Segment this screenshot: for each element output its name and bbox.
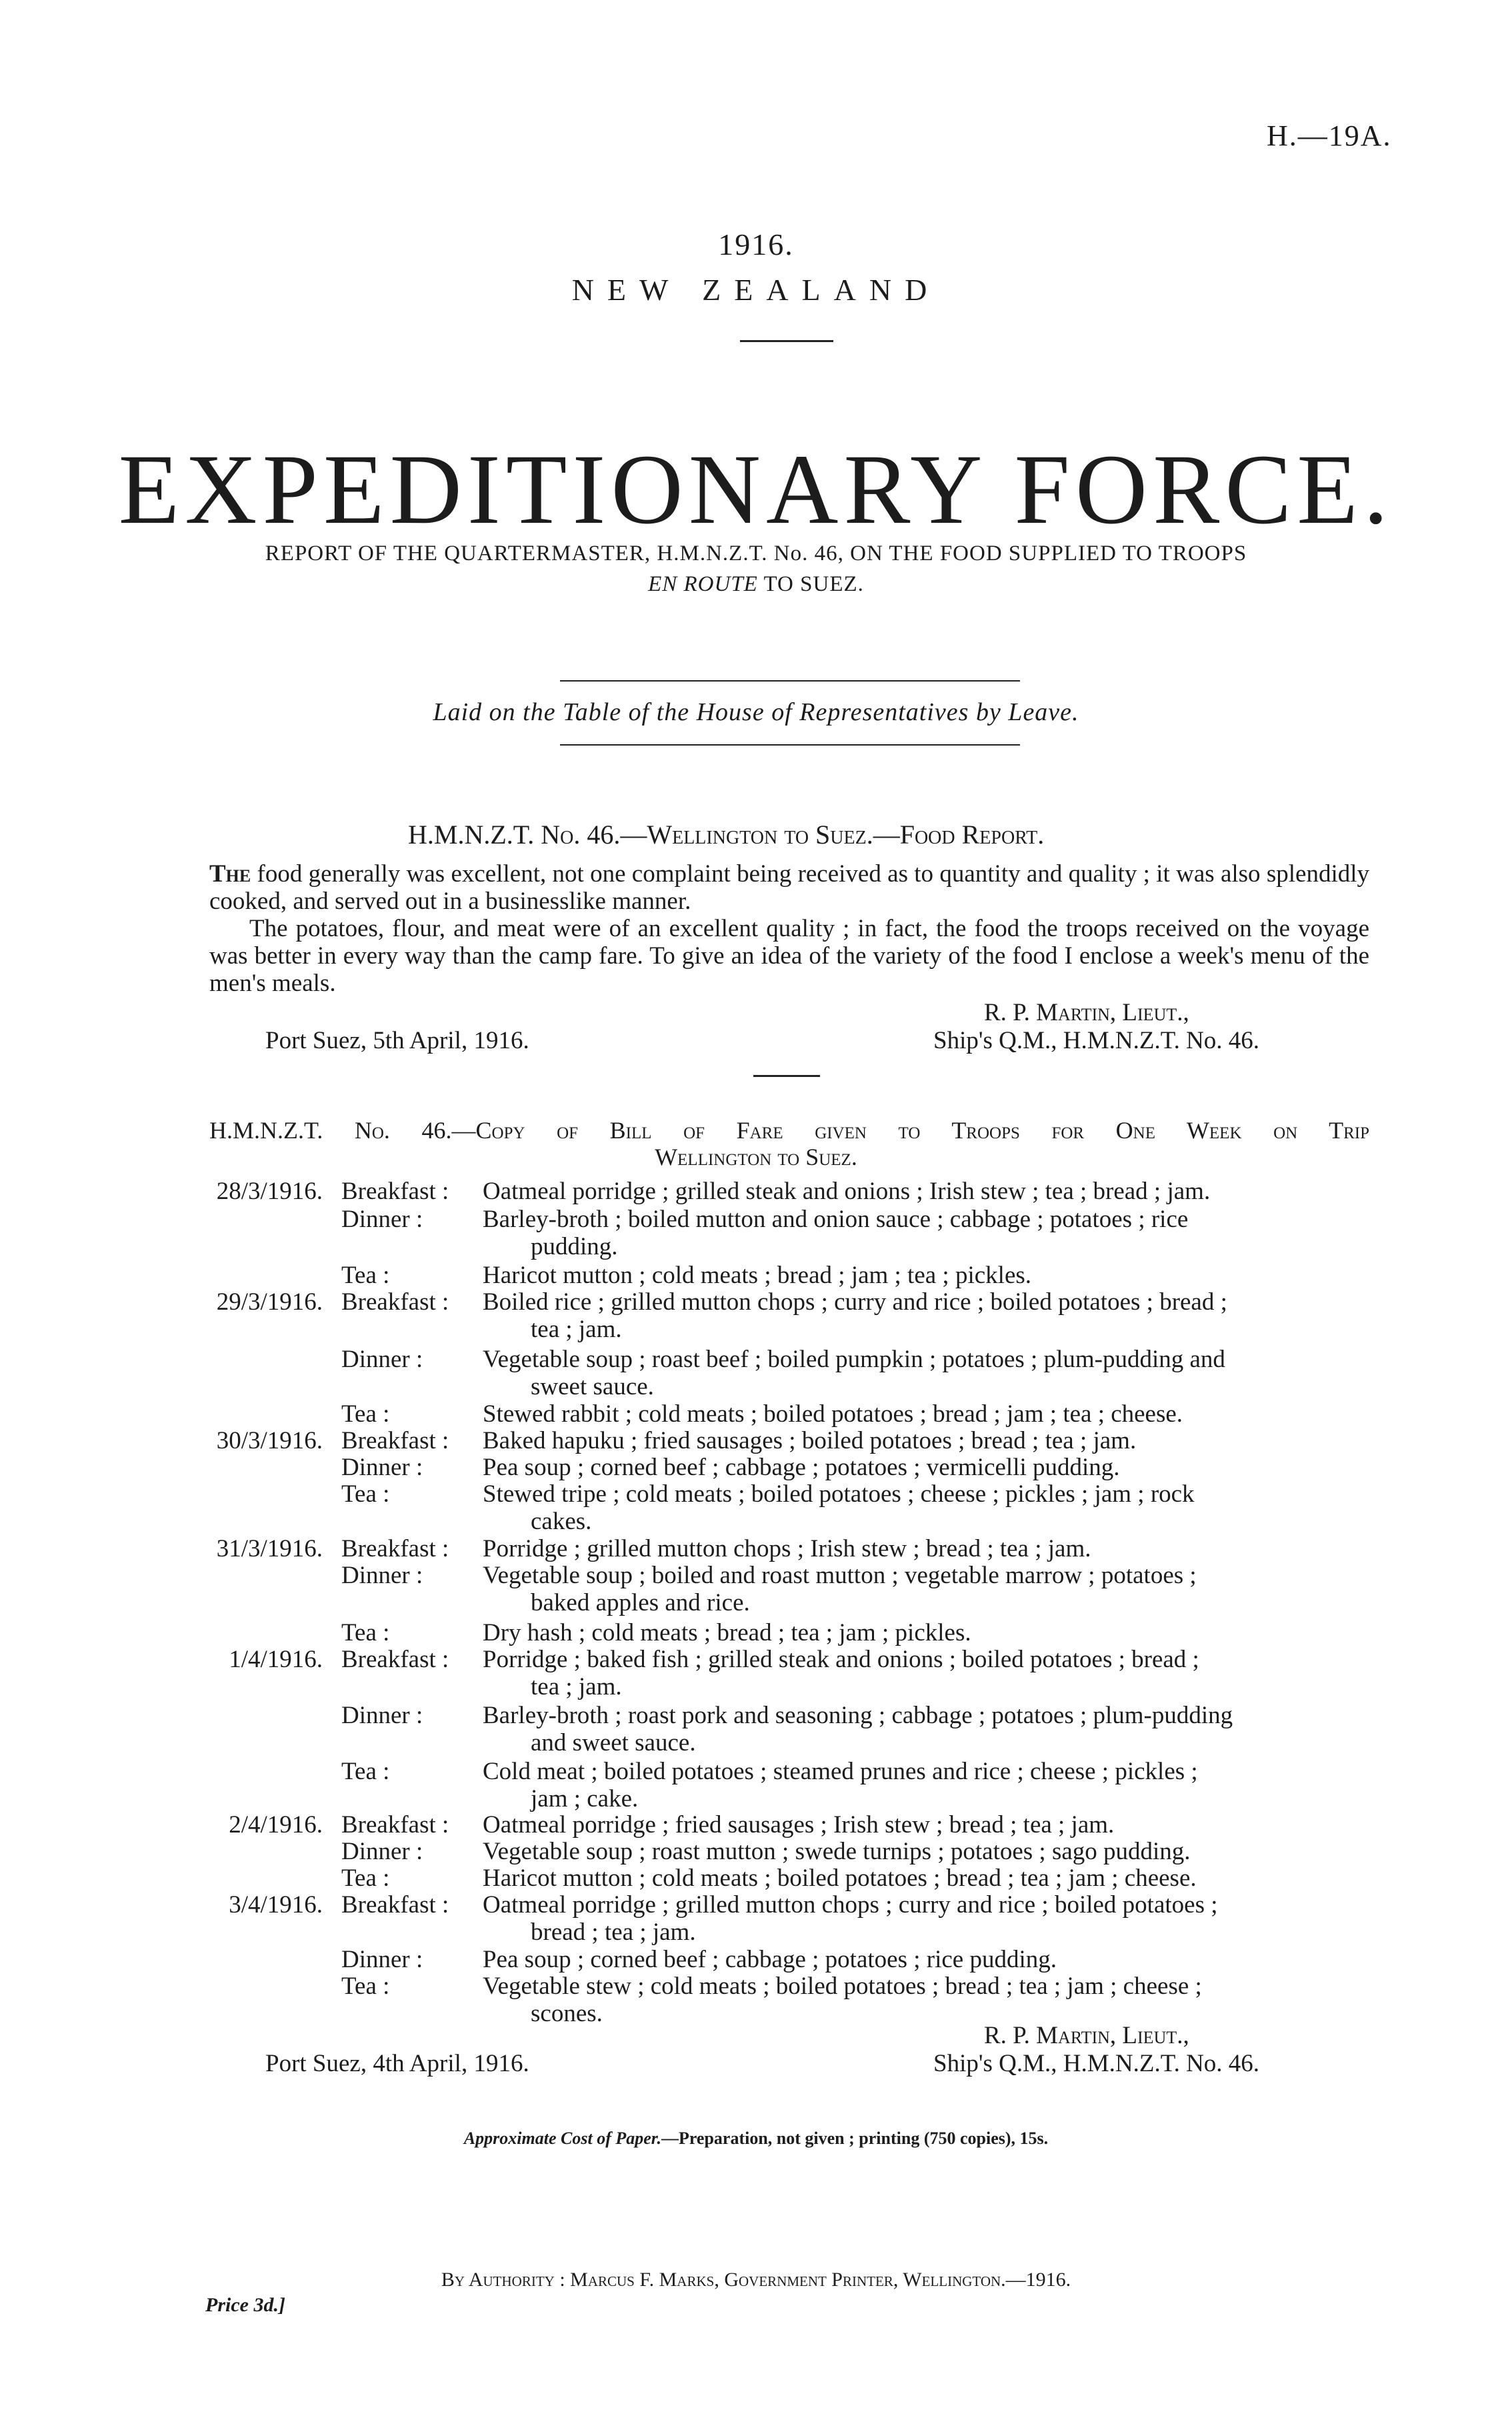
fare-menu (483, 1262, 1512, 1289)
fare-menu-text: Vegetable soup ; roast beef ; boiled pumpkin ; potatoes ; plum-pudding and (483, 1346, 1225, 1373)
fare-meal: Breakfast : (341, 1891, 449, 1919)
fare-menu-text: Porridge ; grilled mutton chops ; Irish stew ; bread ; tea ; jam. (483, 1535, 1091, 1562)
laid-rule-top (560, 680, 1020, 682)
fare-menu-text: Vegetable soup ; roast mutton ; swede turnips ; potatoes ; sago pudding. (483, 1838, 1191, 1865)
subtitle-line-1: REPORT OF THE QUARTERMASTER, H.M.N.Z.T. No. 46, ON THE FOOD SUPPLIED TO TROOPS (265, 541, 1247, 565)
subtitle-en-route: EN ROUTE (648, 572, 758, 596)
fare-menu-continuation: baked apples and rice. (531, 1589, 750, 1616)
fare-meal: Breakfast : (341, 1535, 449, 1562)
fare-menu (483, 1702, 1512, 1756)
fare-menu-continuation: cakes. (531, 1508, 592, 1535)
document-code: H.—19A. (1267, 119, 1392, 152)
fare-menu (483, 1946, 1512, 1973)
fare-meal: Tea : (341, 1480, 390, 1508)
fare-menu-continuation: jam ; cake. (531, 1785, 639, 1812)
fare-date: 30/3/1916. (216, 1427, 323, 1454)
price-note: Price 3d.] (205, 2294, 285, 2316)
fare-menu-text: Cold meat ; boiled potatoes ; steamed prunes and rice ; cheese ; pickles ; (483, 1758, 1198, 1785)
fare-menu (483, 1535, 1512, 1562)
signature-name-2: R. P. Martin, Lieut., (984, 2022, 1189, 2049)
fare-menu (483, 1811, 1512, 1839)
fare-menu (483, 1619, 1512, 1646)
fare-meal: Breakfast : (341, 1178, 449, 1205)
fare-menu (483, 1400, 1512, 1428)
fare-menu-text: Stewed tripe ; cold meats ; boiled potatoes ; cheese ; pickles ; jam ; rock (483, 1480, 1195, 1508)
fare-date: 29/3/1916. (216, 1288, 323, 1316)
fare-menu-text: Oatmeal porridge ; grilled steak and onions ; Irish stew ; tea ; bread ; jam. (483, 1178, 1211, 1205)
fare-date: 2/4/1916. (229, 1811, 323, 1839)
laid-rule-bottom (560, 744, 1020, 746)
fare-meal: Tea : (341, 1758, 390, 1785)
fare-menu (483, 1758, 1512, 1812)
fare-menu (483, 1427, 1512, 1454)
fare-menu (483, 1891, 1512, 1946)
place-date-1: Port Suez, 5th April, 1916. (265, 1027, 529, 1054)
printer-authority: By Authority : Marcus F. Marks, Government Printer, Wellington.—1916. (441, 2269, 1071, 2291)
fare-menu-text: Stewed rabbit ; cold meats ; boiled potatoes ; bread ; jam ; tea ; cheese. (483, 1400, 1183, 1428)
fare-date: 3/4/1916. (229, 1891, 323, 1919)
fare-meal: Tea : (341, 1262, 390, 1289)
signature-title-1: Ship's Q.M., H.M.N.Z.T. No. 46. (933, 1027, 1260, 1054)
fare-menu-text: Baked hapuku ; fried sausages ; boiled potatoes ; bread ; tea ; jam. (483, 1427, 1137, 1454)
fare-meal: Dinner : (341, 1702, 423, 1729)
fare-menu (483, 1346, 1512, 1400)
fare-menu (483, 1454, 1512, 1481)
fare-menu (483, 1865, 1512, 1892)
cost-text: —Preparation, not given ; printing (750 copies), 15s. (661, 2129, 1049, 2148)
paragraph-1-text: food generally was excellent, not one complaint being received as to quantity and quality ; it was also splendidly cooked, and served out in a businesslike manner. (209, 860, 1369, 915)
fare-date: 28/3/1916. (216, 1178, 323, 1205)
fare-menu (483, 1973, 1512, 2027)
document-year: 1916. (718, 227, 794, 261)
fare-menu-text: Oatmeal porridge ; grilled mutton chops ; curry and rice ; boiled potatoes ; (483, 1891, 1218, 1919)
section-rule (753, 1075, 820, 1077)
fare-date: 1/4/1916. (229, 1646, 323, 1673)
fare-menu-text: Dry hash ; cold meats ; bread ; tea ; jam ; pickles. (483, 1619, 971, 1646)
fare-menu (483, 1178, 1512, 1205)
fare-meal: Dinner : (341, 1838, 423, 1865)
fare-menu-text: Pea soup ; corned beef ; cabbage ; potatoes ; vermicelli pudding. (483, 1454, 1120, 1481)
fare-menu-continuation: and sweet sauce. (531, 1729, 696, 1756)
fare-menu (483, 1646, 1512, 1700)
fare-menu (483, 1838, 1512, 1865)
fare-menu-text: Vegetable stew ; cold meats ; boiled potatoes ; bread ; tea ; jam ; cheese ; (483, 1973, 1202, 2000)
fare-menu-continuation: tea ; jam. (531, 1673, 622, 1700)
signature-title-2: Ship's Q.M., H.M.N.Z.T. No. 46. (933, 2050, 1260, 2077)
fare-meal: Dinner : (341, 1454, 423, 1481)
fare-meal: Tea : (341, 1619, 390, 1646)
document-title: EXPEDITIONARY FORCE. (118, 434, 1394, 545)
fare-menu-text: Porridge ; baked fish ; grilled steak and onions ; boiled potatoes ; bread ; (483, 1646, 1199, 1673)
food-report-paragraph-2: The potatoes, flour, and meat were of an excellent quality ; in fact, the food the troops received on the voyage was better in every way than the camp fare. To give an idea of the variety of the food I enclose a week's menu of the men's meals. (209, 915, 1369, 997)
fare-meal: Breakfast : (341, 1288, 449, 1316)
fare-menu-continuation: pudding. (531, 1233, 618, 1260)
fare-menu-text: Haricot mutton ; cold meats ; bread ; jam ; tea ; pickles. (483, 1262, 1032, 1289)
fare-meal: Tea : (341, 1973, 390, 2000)
fare-meal: Tea : (341, 1400, 390, 1428)
fare-menu-continuation: sweet sauce. (531, 1373, 654, 1400)
place-date-2: Port Suez, 4th April, 1916. (265, 2050, 529, 2077)
fare-meal: Dinner : (341, 1946, 423, 1973)
laid-on-table-notice: Laid on the Table of the House of Representatives by Leave. (433, 698, 1079, 726)
subtitle-line-2 (0, 572, 1512, 597)
cost-of-paper-note (0, 2129, 1512, 2149)
fare-menu (483, 1288, 1512, 1343)
fare-date: 31/3/1916. (216, 1535, 323, 1562)
fare-meal: Tea : (341, 1865, 390, 1892)
fare-menu-text: Barley-broth ; boiled mutton and onion sauce ; cabbage ; potatoes ; rice (483, 1206, 1189, 1233)
fare-menu (483, 1480, 1512, 1535)
fare-meal: Dinner : (341, 1346, 423, 1373)
paragraph-lead-word: The (209, 860, 251, 888)
fare-meal: Dinner : (341, 1206, 423, 1233)
fare-menu (483, 1562, 1512, 1616)
food-report-paragraph-1 (209, 860, 1369, 915)
header-rule (740, 340, 833, 342)
fare-menu-text: Barley-broth ; roast pork and seasoning ; cabbage ; potatoes ; plum-pudding (483, 1702, 1233, 1729)
fare-menu-continuation: tea ; jam. (531, 1316, 622, 1343)
fare-menu-text: Boiled rice ; grilled mutton chops ; curry and rice ; boiled potatoes ; bread ; (483, 1288, 1227, 1316)
fare-menu-text: Oatmeal porridge ; fried sausages ; Irish stew ; bread ; tea ; jam. (483, 1811, 1115, 1839)
subtitle-to-suez: TO SUEZ. (757, 572, 864, 596)
fare-menu-continuation: bread ; tea ; jam. (531, 1919, 696, 1946)
food-report-heading: H.M.N.Z.T. No. 46.—Wellington to Suez.—Food Report. (408, 820, 1045, 850)
fare-menu (483, 1206, 1512, 1260)
fare-menu-text: Haricot mutton ; cold meats ; boiled potatoes ; bread ; tea ; jam ; cheese. (483, 1865, 1197, 1892)
fare-menu-text: Vegetable soup ; boiled and roast mutton ; vegetable marrow ; potatoes ; (483, 1562, 1197, 1589)
fare-meal: Dinner : (341, 1562, 423, 1589)
country-name: NEW ZEALAND (571, 273, 941, 307)
cost-label: Approximate Cost of Paper. (463, 2129, 661, 2148)
bill-of-fare-heading-line-1: H.M.N.Z.T. No. 46.—Copy of Bill of Fare given to Troops for One Week on Trip (209, 1117, 1369, 1144)
fare-meal: Breakfast : (341, 1427, 449, 1454)
signature-name-1: R. P. Martin, Lieut., (984, 999, 1189, 1026)
fare-menu-text: Pea soup ; corned beef ; cabbage ; potatoes ; rice pudding. (483, 1946, 1057, 1973)
fare-meal: Breakfast : (341, 1646, 449, 1673)
fare-menu-continuation: scones. (531, 2000, 603, 2027)
bill-of-fare-heading-line-2: Wellington to Suez. (655, 1144, 857, 1170)
fare-meal: Breakfast : (341, 1811, 449, 1839)
